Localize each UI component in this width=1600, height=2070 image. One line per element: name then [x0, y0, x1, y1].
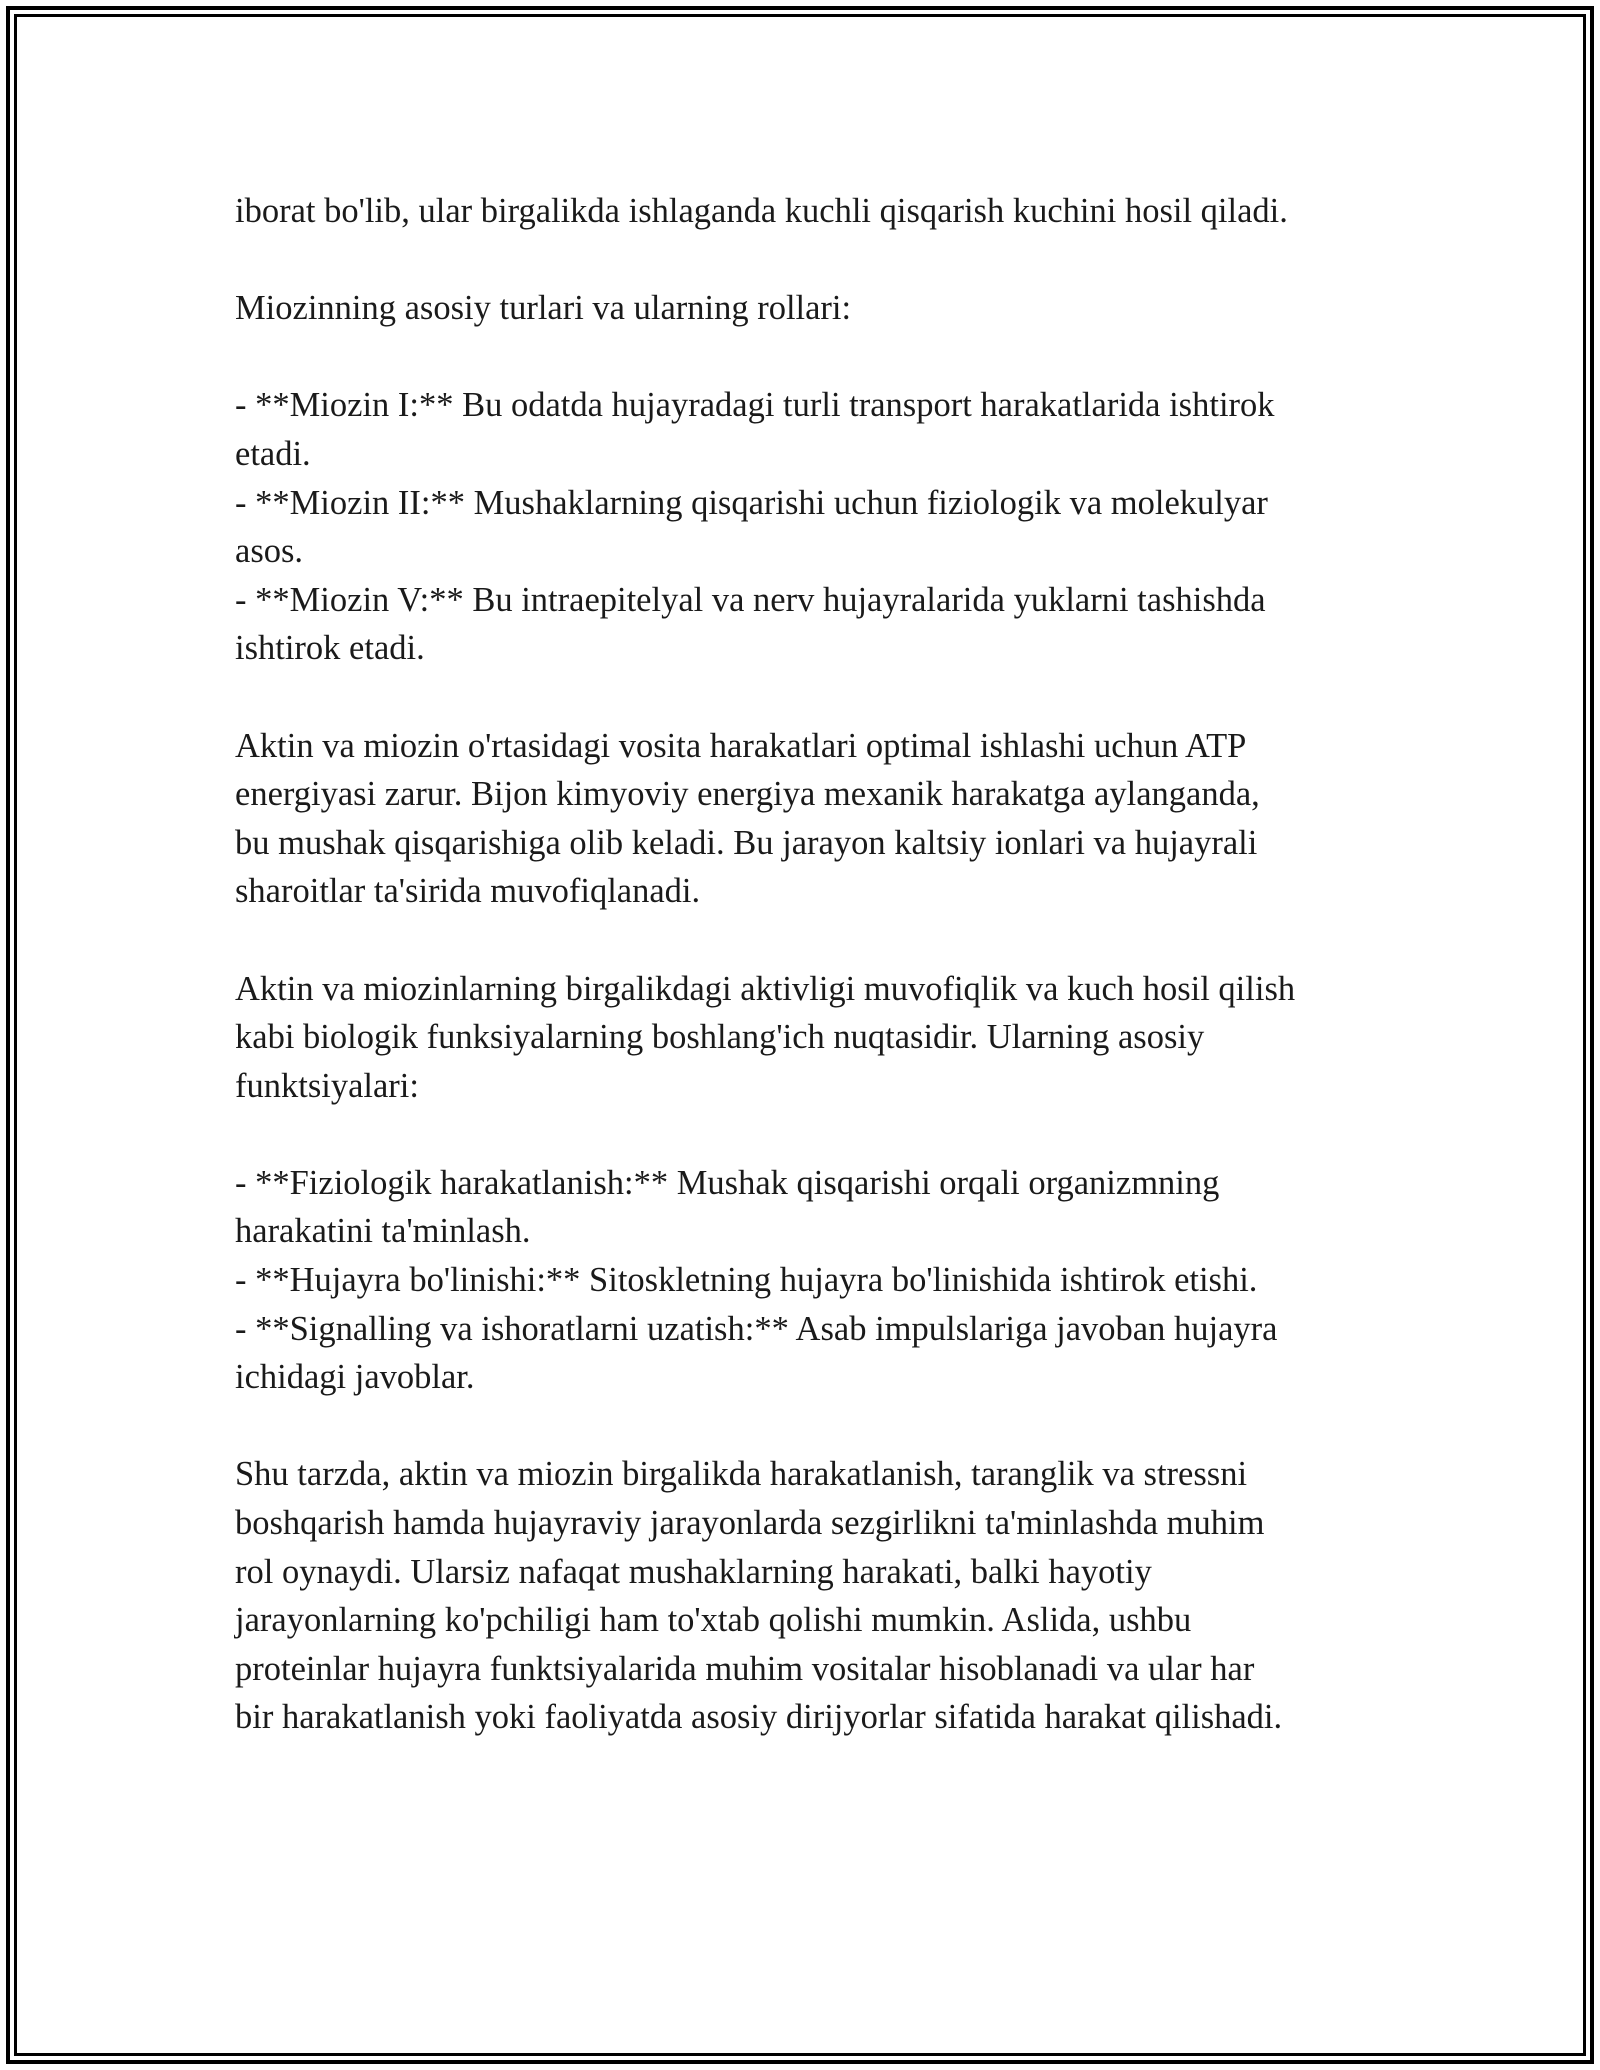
text-line: Aktin va miozinlarning birgalikdagi aktivligi muvofiqlik va kuch hosil qilish — [235, 969, 1296, 1008]
text-line: jarayonlarning ko'pchiligi ham to'xtab qolishi mumkin. Aslida, ushbu — [235, 1601, 1192, 1640]
text-line: sharoitlar ta'sirida muvofiqlanadi. — [235, 872, 701, 911]
text-line: bir harakatlanish yoki faoliyatda asosiy dirijyorlar sifatida harakat qilishadi. — [235, 1698, 1283, 1737]
text-line: proteinlar hujayra funktsiyalarida muhim vositalar hisoblanadi va ular har — [235, 1649, 1255, 1688]
text-line: ichidagi javoblar. — [235, 1358, 475, 1397]
text-line: - **Miozin II:** Mushaklarning qisqarishi uchun fiziologik va molekulyar — [235, 483, 1268, 522]
paragraph — [235, 187, 1385, 236]
text-line: Shu tarzda, aktin va miozin birgalikda harakatlanish, taranglik va stressni — [235, 1455, 1248, 1494]
text-line: Miozinning asosiy turlari va ularning rollari: — [235, 289, 852, 328]
text-line: ishtirok etadi. — [235, 629, 425, 668]
text-line: - **Miozin I:** Bu odatda hujayradagi turli transport harakatlarida ishtirok — [235, 386, 1275, 425]
text-line: boshqarish hamda hujayraviy jarayonlarda sezgirlikni ta'minlashda muhim — [235, 1504, 1265, 1543]
text-line: etadi. — [235, 434, 311, 473]
text-line: energiyasi zarur. Bijon kimyoviy energiya mexanik harakatga aylanganda, — [235, 775, 1260, 814]
text-line: bu mushak qisqarishiga olib keladi. Bu jarayon kaltsiy ionlari va hujayrali — [235, 823, 1258, 862]
text-line: iborat bo'lib, ular birgalikda ishlaganda kuchli qisqarish kuchini hosil qiladi. — [235, 192, 1288, 230]
paragraph — [235, 381, 1385, 673]
text-line: asos. — [235, 532, 304, 571]
text-line: - **Miozin V:** Bu intraepitelyal va nerv hujayralarida yuklarni tashishda — [235, 580, 1266, 619]
text-line: - **Fiziologik harakatlanish:** Mushak qisqarishi orqali organizmning — [235, 1163, 1220, 1202]
paragraph — [235, 1450, 1385, 1742]
paragraph — [235, 1159, 1385, 1402]
text-line: - **Signalling va ishoratlarni uzatish:** Asab impulslariga javoban hujayra — [235, 1309, 1278, 1348]
text-line: harakatini ta'minlash. — [235, 1212, 531, 1251]
paragraph — [235, 284, 1385, 333]
text-line: kabi biologik funksiyalarning boshlang'ich nuqtasidir. Ularning asosiy — [235, 1018, 1205, 1057]
text-line: rol oynaydi. Ularsiz nafaqat mushaklarning harakati, balki hayotiy — [235, 1552, 1152, 1591]
paragraph — [235, 965, 1385, 1111]
document-body — [235, 187, 1385, 1742]
text-line: Aktin va miozin o'rtasidagi vosita harakatlari optimal ishlashi uchun ATP — [235, 726, 1247, 765]
paragraph — [235, 722, 1385, 916]
text-line: funktsiyalari: — [235, 1066, 419, 1105]
text-line: - **Hujayra bo'linishi:** Sitoskletning hujayra bo'linishida ishtirok etishi. — [235, 1261, 1258, 1300]
